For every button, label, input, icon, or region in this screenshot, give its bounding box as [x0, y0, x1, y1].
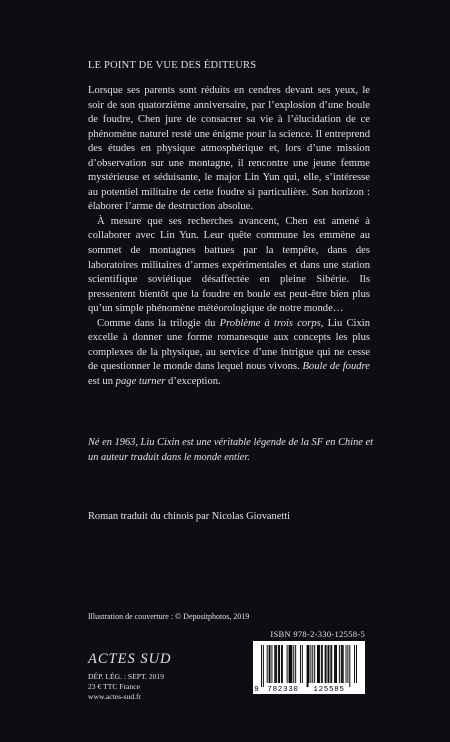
- publisher-logo: ACTES SUD: [88, 651, 172, 667]
- barcode: [253, 641, 365, 694]
- barcode-bar: [314, 645, 315, 683]
- barcode-bar: [290, 645, 291, 683]
- title-book: Boule de foudre: [302, 361, 370, 373]
- barcode-bar: [341, 645, 342, 683]
- barcode-bar: [275, 645, 276, 683]
- translator-credit: Roman traduit du chinois par Nicolas Giovanetti: [88, 511, 290, 522]
- barcode-bar: [326, 645, 327, 683]
- p3-text-g: d’exception.: [165, 375, 221, 387]
- barcode-bar: [319, 645, 320, 683]
- barcode-bar: [309, 645, 310, 683]
- barcode-bar: [310, 645, 311, 683]
- barcode-bar: [347, 645, 348, 683]
- illustration-credit: Illustration de couverture : © Depositphotos, 2019: [88, 612, 250, 621]
- barcode-bar: [276, 645, 277, 683]
- barcode-bar: [295, 645, 296, 683]
- barcode-bar: [339, 645, 340, 683]
- barcode-bar: [300, 645, 301, 683]
- barcode-bar: [282, 645, 283, 683]
- barcode-bar: [318, 645, 319, 683]
- legal-info: [88, 672, 164, 703]
- page-turner-term: page turner: [115, 375, 166, 387]
- legal-deposit: DÉP. LÉG. : SEPT. 2019: [88, 672, 165, 681]
- barcode-bar: [312, 645, 313, 683]
- blurb-paragraph-3: [88, 317, 370, 390]
- barcode-bar: [328, 645, 329, 683]
- barcode-bar: [281, 645, 282, 683]
- barcode-bar: [342, 645, 343, 683]
- price: 23 € TTC France: [88, 682, 140, 692]
- barcode-bar: [321, 645, 322, 683]
- p3-text-e: est un: [88, 375, 116, 387]
- blurb: [88, 84, 370, 389]
- barcode-digits-left: 782330: [267, 686, 299, 694]
- barcode-bar: [263, 645, 264, 687]
- barcode-bar: [267, 645, 268, 683]
- barcode-bar: [289, 645, 290, 683]
- barcode-bar: [307, 645, 308, 687]
- title-trilogy: Problème à trois corps: [219, 317, 321, 329]
- barcode-bar: [330, 645, 331, 683]
- barcode-bar: [356, 645, 357, 683]
- barcode-bar: [334, 645, 335, 683]
- author-bio: Né en 1963, Liu Cixin est une véritable légende de la SF en Chine et un auteur traduit dans le monde entier.: [88, 437, 373, 463]
- barcode-bar: [308, 645, 309, 687]
- barcode-bar: [270, 645, 271, 683]
- barcode-bar: [293, 645, 294, 683]
- barcode-bar: [331, 645, 332, 683]
- section-heading: LE POINT DE VUE DES ÉDITEURS: [88, 60, 257, 71]
- website: www.actes-sud.fr: [88, 692, 142, 702]
- isbn-number: ISBN 978-2-330-12558-5: [270, 629, 365, 639]
- barcode-bar: [287, 645, 288, 683]
- barcode-bar: [335, 645, 336, 683]
- barcode-graphic: [253, 641, 365, 694]
- barcode-bar: [278, 645, 279, 683]
- barcode-bar: [349, 645, 350, 687]
- barcode-bar: [261, 645, 262, 687]
- barcode-bar: [346, 645, 347, 683]
- barcode-bar: [322, 645, 323, 683]
- barcode-bar: [274, 645, 275, 683]
- barcode-bar: [354, 645, 355, 683]
- barcode-bar: [290, 645, 291, 683]
- barcode-bar: [291, 645, 292, 683]
- barcode-bar: [269, 645, 270, 683]
- barcode-bar: [336, 645, 337, 683]
- p3-text-a: Comme dans la trilogie du: [97, 317, 220, 329]
- barcode-bar: [328, 645, 329, 683]
- barcode-bar: [302, 645, 303, 683]
- barcode-bar: [343, 645, 344, 683]
- barcode-bar: [279, 645, 280, 683]
- blurb-paragraph-1: Lorsque ses parents sont réduits en cendres devant ses yeux, le soir de son quatorzième anniversaire, par l’explosion d’une boule de foudre, Chen jure de consacrer sa vie à l’élucidation de ce phénomène naturel resté une énigme pour la science. Il entreprend des études en physique atmosphérique et, lors d’une mission d’observation sur une montagne, il rencontre une jeune femme mystérieuse et séduisante, le major Lin Yun qui, elle, s’intéresse au potentiel militaire de cette foudre si particulière. Son horizon : élaborer l’arme de destruction absolue.: [88, 85, 370, 213]
- blurb-paragraph-2: À mesure que ses recherches avancent, Chen est amené à collaborer avec Lin Yun. Leur quête commune les emmène au sommet de montagnes battues par la tempête, dans des laboratoires militaires d’armes expérimentales et dans une station scientifique soviétique désaffectée en pleine Sibérie. Ils pressentent bientôt que la foudre en boule est peut-être bien plus qu’un simple phénomène météorologique de notre monde…: [88, 215, 370, 315]
- barcode-bar: [317, 645, 318, 683]
- barcode-bar: [325, 645, 326, 683]
- p3-text-c: , Liu Cixin excelle à donner une forme romanesque aux concepts les plus complexes de la physique, au service d’une intrigue qui ne cesse de questionner le monde dans lequel nous vivons.: [88, 317, 370, 373]
- barcode-digit-lead: 9: [254, 686, 259, 694]
- barcode-bar: [271, 645, 272, 683]
- barcode-digits-right: 125585: [313, 686, 345, 694]
